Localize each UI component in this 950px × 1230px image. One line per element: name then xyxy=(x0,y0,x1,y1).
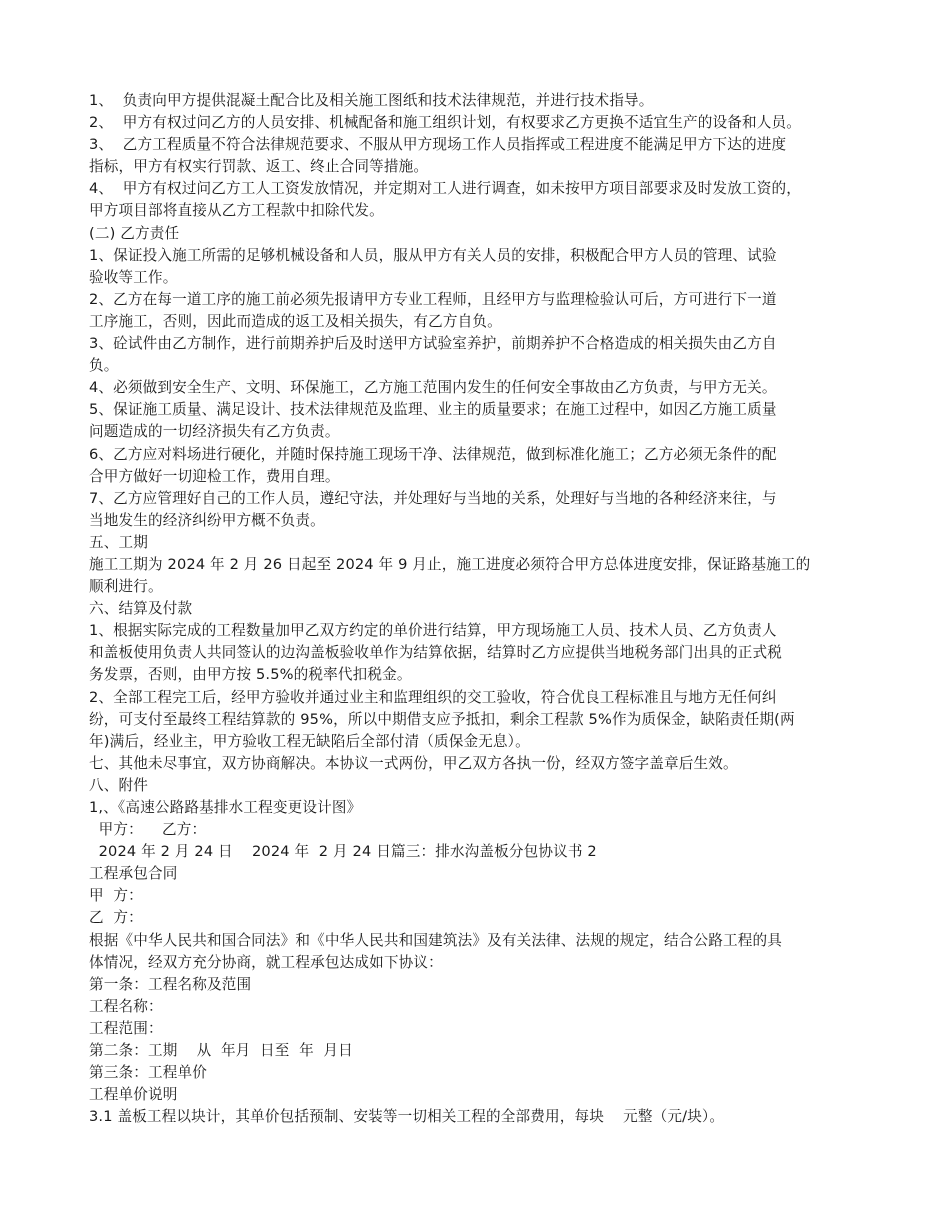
text-line: 施工工期为 2024 年 2 月 26 日起至 2024 年 9 月止，施工进度必须符合甲方总体进度安排，保证路基施工的 xyxy=(89,555,811,573)
text-line: 6、乙方应对料场进行硬化，并随时保持施工现场干净、法律规范，做到标准化施工；乙方必须无条件的配 xyxy=(89,445,777,463)
party-a-line: 甲 方： xyxy=(89,887,143,905)
section-heading: 第一条：工程名称及范围 xyxy=(89,975,252,993)
text-line: 合甲方做好一切迎检工作，费用自理。 xyxy=(89,467,340,485)
text-line: 7、乙方应管理好自己的工作人员，遵纪守法，并处理好与当地的关系，处理好与当地的各种经济来往，与 xyxy=(89,489,777,507)
section-heading: (二) 乙方责任 xyxy=(89,224,180,242)
text-line: 根据《中华人民共和国合同法》和《中华人民共和国建筑法》及有关法律、法规的规定，结合公路工程的具 xyxy=(89,931,782,949)
text-line: 3.1 盖板工程以块计，其单价包括预制、安装等一切相关工程的全部费用，每块 元整（元/块）。 xyxy=(89,1108,725,1126)
text-line: 当地发生的经济纠纷甲方概不负责。 xyxy=(89,511,325,529)
section-heading: 七、其他未尽事宜，双方协商解决。本协议一式两份，甲乙双方各执一份，经双方签字盖章后生效。 xyxy=(89,754,738,772)
text-line: 5、保证施工质量、满足设计、技术法律规范及监理、业主的质量要求；在施工过程中，如因乙方施工质量 xyxy=(89,401,777,419)
section-heading: 八、附件 xyxy=(89,776,148,794)
text-line: 和盖板使用负责人共同签认的边沟盖板验收单作为结算依据，结算时乙方应提供当地税务部门出具的正式税 xyxy=(89,644,782,662)
text-line: 2、乙方在每一道工序的施工前必须先报请甲方专业工程师，且经甲方与监理检验认可后，方可进行下一道 xyxy=(89,290,777,308)
text-line: 1、 负责向甲方提供混凝土配合比及相关施工图纸和技术法律规范，并进行技术指导。 xyxy=(89,92,654,109)
signature-line: 甲方： 乙方： xyxy=(89,821,207,839)
text-line: 2、全部工程完工后，经甲方验收并通过业主和监理组织的交工验收，符合优良工程标准且与地方无任何纠 xyxy=(89,688,777,706)
date-line: 2024 年 2 月 24 日 2024 年 2 月 24 日篇三：排水沟盖板分包协议书 2 xyxy=(89,843,597,861)
party-b-line: 乙 方： xyxy=(89,909,143,927)
text-line: 纷，可支付至最终工程结算款的 95%，所以中期借支应予抵扣，剩余工程款 5%作为质保金，缺陷责任期(两 xyxy=(89,710,795,728)
section-heading: 第三条：工程单价 xyxy=(89,1064,207,1082)
text-line: 务发票，否则，由甲方按 5.5%的税率代扣税金。 xyxy=(89,666,412,684)
text-line: 3、砼试件由乙方制作，进行前期养护后及时送甲方试验室养护，前期养护不合格造成的相关损失由乙方自 xyxy=(89,335,777,353)
section-heading: 五、工期 xyxy=(89,533,148,551)
text-line: 工程名称： xyxy=(89,997,163,1015)
text-line: 负。 xyxy=(89,357,119,375)
text-line: 工程范围： xyxy=(89,1019,163,1037)
text-line: 工程单价说明 xyxy=(89,1086,178,1104)
text-line: 年)满后，经业主，甲方验收工程无缺陷后全部付清（质保金无息）。 xyxy=(89,732,530,750)
section-heading: 第二条：工期 从 年月 日至 年 月日 xyxy=(89,1042,353,1060)
text-line: 1,、《高速公路路基排水工程变更设计图》 xyxy=(89,799,362,816)
text-line: 甲方项目部将直接从乙方工程款中扣除代发。 xyxy=(89,202,384,220)
document-body xyxy=(89,90,889,1128)
text-line: 顺利进行。 xyxy=(89,578,163,596)
text-line: 4、 甲方有权过问乙方工人工资发放情况，并定期对工人进行调查，如未按甲方项目部要求及时发放工资的， xyxy=(89,180,801,198)
text-line: 3、 乙方工程质量不符合法律规范要求、不服从甲方现场工作人员指挥或工程进度不能满足甲方下达的进度 xyxy=(89,136,787,154)
text-line: 2、 甲方有权过问乙方的人员安排、机械配备和施工组织计划，有权要求乙方更换不适宜生产的设备和人员。 xyxy=(89,114,801,132)
text-line: 验收等工作。 xyxy=(89,268,178,286)
text-line: 问题造成的一切经济损失有乙方负责。 xyxy=(89,423,340,441)
section-heading: 六、结算及付款 xyxy=(89,600,193,618)
text-line: 1、根据实际完成的工程数量加甲乙双方约定的单价进行结算，甲方现场施工人员、技术人员、乙方负责人 xyxy=(89,622,777,640)
document-title: 工程承包合同 xyxy=(89,865,178,883)
text-line: 工序施工，否则，因此而造成的返工及相关损失，有乙方自负。 xyxy=(89,312,502,330)
text-line: 体情况，经双方充分协商，就工程承包达成如下协议： xyxy=(89,953,443,971)
text-line: 指标，甲方有权实行罚款、返工、终止合同等措施。 xyxy=(89,158,429,176)
text-line: 4、必须做到安全生产、文明、环保施工，乙方施工范围内发生的任何安全事故由乙方负责，与甲方无关。 xyxy=(89,379,777,397)
text-line: 1、保证投入施工所需的足够机械设备和人员，服从甲方有关人员的安排，积极配合甲方人员的管理、试验 xyxy=(89,246,777,264)
